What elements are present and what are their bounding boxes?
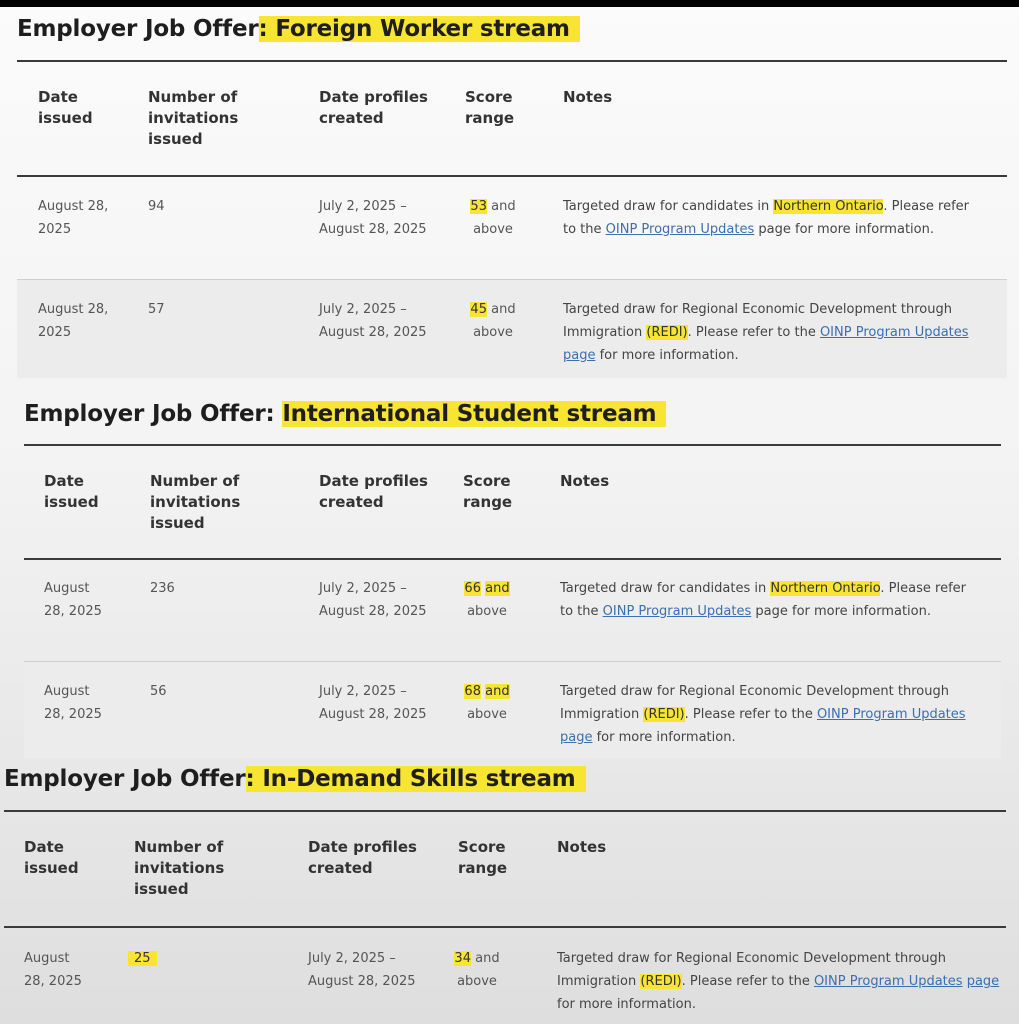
cell-profiles: July 2, 2025 – August 28, 2025 [319, 581, 427, 619]
cell-score: 53 and above [470, 199, 516, 237]
col-header-notes: Notes [563, 88, 613, 106]
header-rule [4, 926, 1006, 928]
cell-date-issued: August 28, 2025 [24, 951, 82, 989]
cell-score: 45 and above [470, 302, 516, 340]
section-in-demand-skills [4, 764, 1006, 1024]
oinp-updates-link[interactable]: OINP Program Updates [813, 974, 963, 989]
section-international-student [24, 398, 1001, 758]
oinp-updates-link[interactable]: OINP Program Updates [605, 222, 755, 237]
cell-notes: Targeted draw for Regional Economic Development through Immigration (REDI). Please refer to the OINP Program Updates page for more information. [557, 951, 1000, 1012]
cell-profiles: July 2, 2025 – August 28, 2025 [319, 302, 427, 340]
oinp-updates-link[interactable]: OINP Program Updates [602, 604, 752, 619]
oinp-updates-page-link[interactable]: page [560, 730, 593, 745]
cell-invitations: 57 [148, 302, 165, 317]
cell-score: 68 and above [464, 684, 510, 722]
cell-score: 34 and above [454, 951, 500, 989]
col-header-invitations: Number of invitations issued [134, 838, 225, 898]
cell-invitations: 56 [150, 684, 167, 699]
cell-profiles: July 2, 2025 – August 28, 2025 [319, 684, 427, 722]
section-foreign-worker [17, 14, 1007, 384]
cell-profiles: July 2, 2025 – August 28, 2025 [308, 951, 416, 989]
cell-date-issued: August 28, 2025 [44, 684, 102, 722]
section-heading: Employer Job Offer: Foreign Worker stream [17, 16, 580, 42]
col-header-score-range: Score range [465, 88, 515, 127]
col-header-date-profiles: Date profiles created [308, 838, 417, 877]
col-header-date-issued: Date issued [44, 472, 99, 511]
cell-notes: Targeted draw for Regional Economic Development through Immigration (REDI). Please refer to the OINP Program Updates page for more information. [560, 684, 966, 745]
cell-score: 66 and above [464, 581, 510, 619]
header-rule [17, 175, 1007, 177]
cell-profiles: July 2, 2025 – August 28, 2025 [319, 199, 427, 237]
col-header-date-profiles: Date profiles created [319, 472, 428, 511]
heading-rule [4, 810, 1006, 812]
cell-invitations: 25 [128, 947, 157, 970]
section-heading: Employer Job Offer: In-Demand Skills stream [4, 766, 586, 792]
col-header-date-issued: Date issued [24, 838, 79, 877]
cell-notes: Targeted draw for candidates in Northern Ontario. Please refer to the OINP Program Updates page for more information. [560, 581, 966, 619]
top-black-bar [0, 0, 1019, 7]
col-header-invitations: Number of invitations issued [148, 88, 239, 148]
col-header-notes: Notes [560, 472, 610, 490]
cell-date-issued: August 28, 2025 [44, 581, 102, 619]
col-header-notes: Notes [557, 838, 607, 856]
oinp-updates-page-link[interactable]: page [966, 974, 1000, 989]
heading-rule [17, 60, 1007, 62]
col-header-date-issued: Date issued [38, 88, 93, 127]
cell-date-issued: August 28, 2025 [38, 199, 109, 237]
cell-notes: Targeted draw for Regional Economic Development through Immigration (REDI). Please refer to the OINP Program Updates page for more information. [563, 302, 969, 363]
heading-rule [24, 444, 1001, 446]
col-header-date-profiles: Date profiles created [319, 88, 428, 127]
section-heading: Employer Job Offer: International Student stream [24, 401, 666, 427]
col-header-invitations: Number of invitations issued [150, 472, 241, 532]
oinp-updates-link[interactable]: OINP Program Updates [816, 707, 966, 722]
oinp-updates-page-link[interactable]: page [563, 348, 596, 363]
col-header-score-range: Score range [458, 838, 508, 877]
col-header-score-range: Score range [463, 472, 513, 511]
cell-date-issued: August 28, 2025 [38, 302, 109, 340]
cell-invitations: 94 [148, 199, 165, 214]
cell-invitations: 236 [150, 581, 175, 596]
oinp-updates-link[interactable]: OINP Program Updates [819, 325, 969, 340]
header-rule [24, 558, 1001, 560]
cell-notes: Targeted draw for candidates in Northern Ontario. Please refer to the OINP Program Updates page for more information. [563, 199, 969, 237]
